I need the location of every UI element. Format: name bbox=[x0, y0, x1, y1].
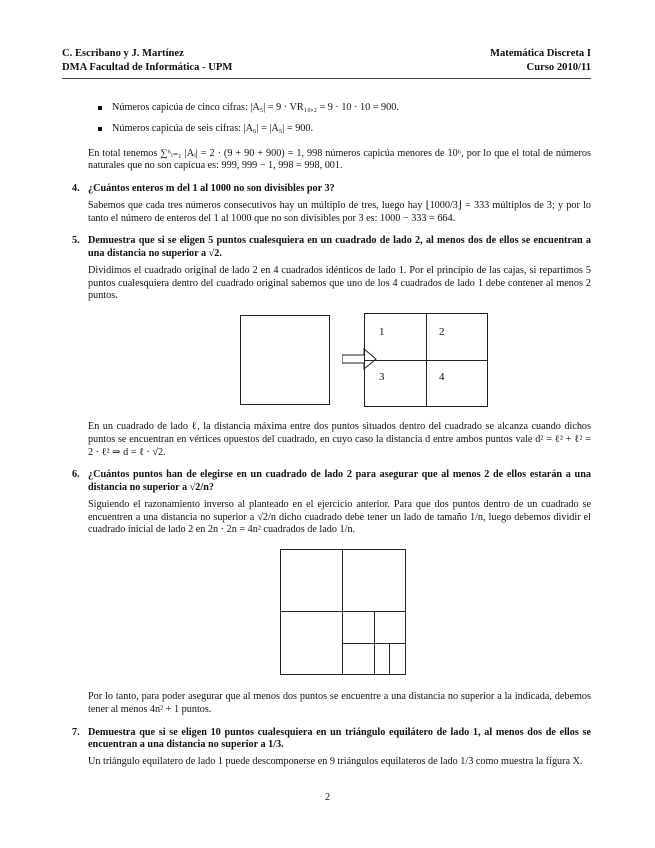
figure-recursive-subdivision bbox=[88, 549, 591, 679]
header-year: Curso 2010/11 bbox=[526, 62, 591, 74]
figure-square-division bbox=[88, 313, 591, 409]
page-number: 2 bbox=[324, 792, 331, 803]
total-paragraph: En total tenemos ∑⁶ᵢ₌₁ |Aᵢ| = 2 · (9 + 90 + 900) = 1, 998 números capicúa menores de 10⁶, por lo que el total de números naturales que no son capícua es: 999, 999 − 1, 998 = 998, 001. bbox=[88, 147, 591, 172]
question-4-text: ¿Cuántos enteros m del 1 al 1000 no son divisibles por 3? bbox=[88, 183, 335, 194]
question-4 bbox=[72, 183, 591, 196]
bullet-five-digits: Números capicúa de cinco cifras: |A₅| = 9 · VR₁₀,₂ = 9 · 10 · 10 = 900. bbox=[96, 102, 591, 115]
bullet-list bbox=[96, 102, 591, 136]
question-5-number: 5. bbox=[72, 235, 80, 247]
original-square bbox=[240, 315, 330, 405]
header-left bbox=[62, 47, 232, 75]
header-right bbox=[490, 47, 591, 75]
division-line bbox=[389, 644, 390, 674]
answer-5-part2: En un cuadrado de lado ℓ, la distancia máxima entre dos puntos situados dentro del cuadrado se alcanza cuando dichos puntos se encuentran en vértices opuestos del cuadrado, en cuyo caso la distancia d entre ambos puntos vale d² = ℓ² + ℓ² = 2 · ℓ² ⇒ d = ℓ · √2. bbox=[88, 421, 591, 458]
question-7 bbox=[72, 726, 591, 753]
grid-horizontal-line bbox=[365, 360, 487, 361]
page-content bbox=[72, 102, 591, 779]
subdivided-square bbox=[280, 549, 406, 675]
question-4-number: 4. bbox=[72, 183, 80, 194]
cell-label-4: 4 bbox=[439, 371, 445, 383]
header-rule bbox=[62, 78, 591, 79]
division-line bbox=[281, 611, 405, 612]
question-7-number: 7. bbox=[72, 726, 80, 738]
cell-label-3: 3 bbox=[379, 371, 385, 383]
answer-7: Un triángulo equilatero de lado 1 puede descomponerse en 9 triángulos equilateros de lado 1/3 como muestra la figura X. bbox=[88, 756, 583, 767]
question-6-text: ¿Cuántos puntos han de elegirse en un cuadrado de lado 2 para asegurar que al menos 2 de ellos estarán a una distancia no superior a √2/n? bbox=[88, 469, 591, 493]
divided-square bbox=[364, 313, 488, 407]
cell-label-1: 1 bbox=[379, 326, 385, 338]
question-6 bbox=[72, 469, 591, 495]
question-7-text: Demuestra que si se eligen 10 puntos cualesquiera en un triángulo equilátero de lado 1, al menos dos de ellos se encuentran a una distancia no superior a 1/3. bbox=[88, 726, 591, 751]
answer-6-part2: Por lo tanto, para poder asegurar que al menos dos puntos se encuentre a una distancia no superior a la indicada, debemos tener al menos 4n² + 1 puntos. bbox=[88, 691, 591, 715]
header-authors: C. Escribano y J. Martínez bbox=[62, 48, 184, 59]
bullet-six-digits: Números capicúa de seis cifras: |A₆| = |A₅| = 900. bbox=[96, 123, 591, 136]
division-line bbox=[343, 643, 405, 644]
header-institution: DMA Facultad de Informática - UPM bbox=[62, 62, 233, 74]
answer-6-part1: Siguiendo el razonamiento inverso al planteado en el ejercicio anterior. Para que dos puntos dentro de un cuadrado se encuentren a una distancia no superior a √2/n dicho cuadrado debe tener un lado de tamaño 1/n, luego debemos dividir el cuadrado inicial de lado 2 en 2n · 2n = 4n² cuadrados de lado 1/n. bbox=[88, 498, 591, 536]
cell-label-2: 2 bbox=[439, 326, 445, 338]
division-line bbox=[342, 550, 343, 674]
question-5 bbox=[72, 235, 591, 261]
header-course: Matemática Discreta I bbox=[490, 48, 591, 59]
answer-5-part1: Dividimos el cuadrado original de lado 2 en 4 cuadrados idénticos de lado 1. Por el principio de las cajas, si repartimos 5 puntos cualesquiera dentro del cuadrado original sabemos que uno de los 4 cuadrados de lado 1 debe contener al menos 2 puntos. bbox=[88, 264, 591, 302]
answer-4: Sabemos que cada tres números consecutivos hay un múltiplo de tres, luego hay ⌊1000/3⌋ = 333 múltiplos de 3; y por lo tanto el número de enteros del 1 al 1000 que no son divisibles por 3 es: 1000 − 333 = 664. bbox=[88, 199, 591, 224]
question-6-number: 6. bbox=[72, 469, 80, 481]
question-5-text: Demuestra que si se eligen 5 puntos cualesquiera en un cuadrado de lado 2, al menos dos de ellos se encuentran a una distancia no superior a √2. bbox=[88, 235, 591, 259]
